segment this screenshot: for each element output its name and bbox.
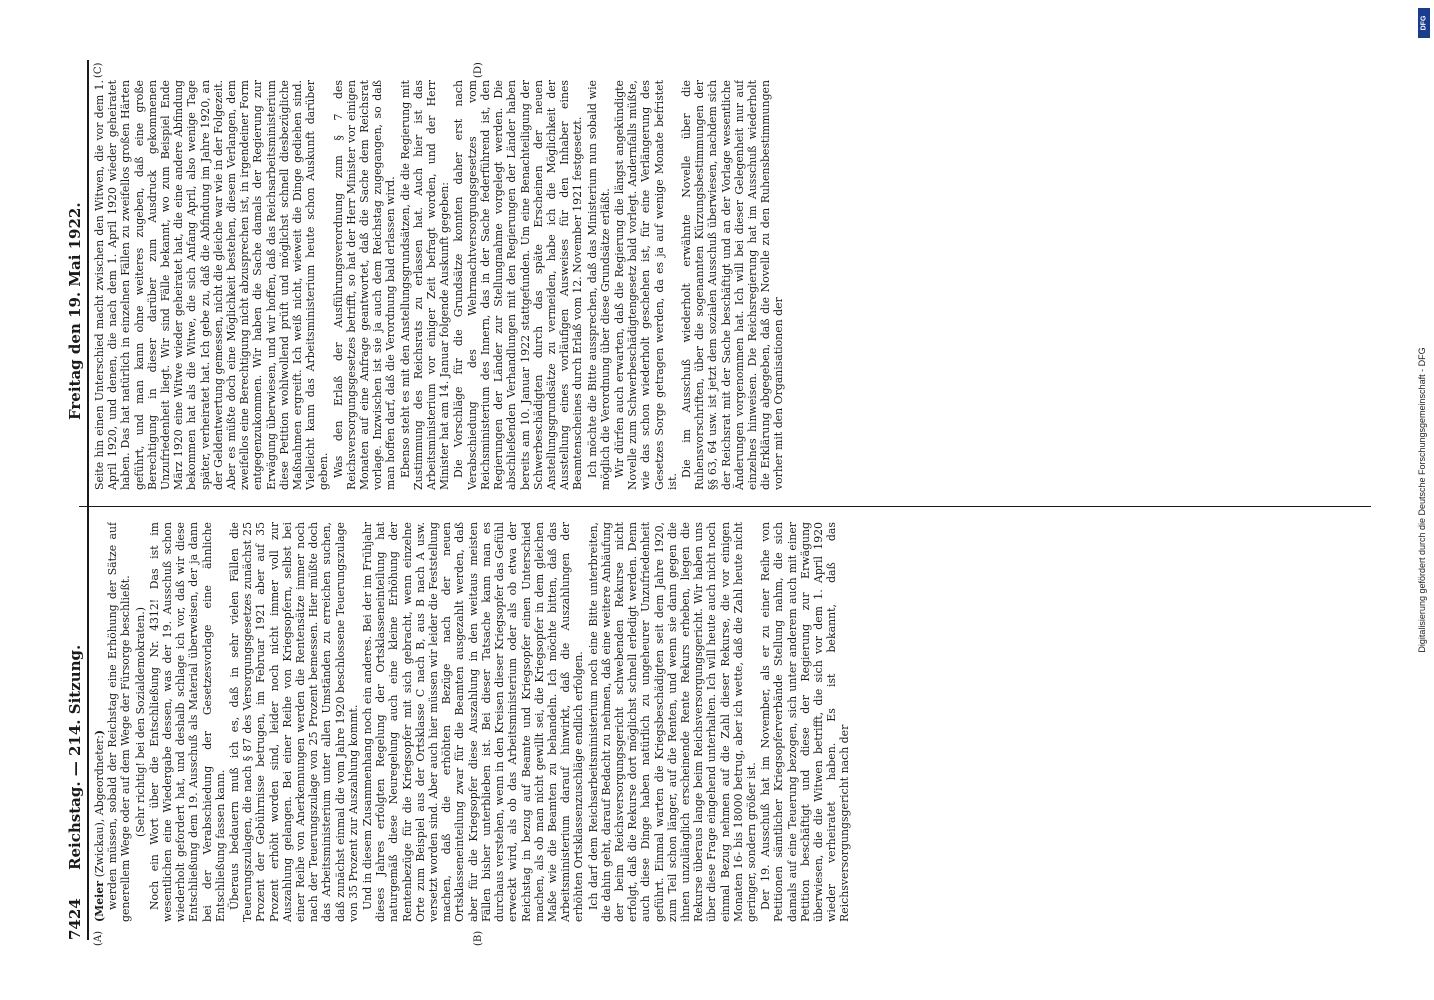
- paragraph: Was den Erlaß der Ausführungsverordnung zum § 7 des Reichsversorgungsgesetzes betrifft, so hat der Herr Minister vor einigen Monaten auf eine Anfrage geantwortet, daß die Sache dem Reichsrat vorlage. Inzwischen ist sie ja auch dem Reichstag zugegangen, so daß man hoffen darf, daß die Verordnung bald erlassen wird.: [331, 80, 398, 490]
- dfg-logo-text: DFG: [1420, 15, 1428, 31]
- column-divider: [79, 506, 1371, 507]
- interjection: (Sehr richtig! bei den Sozialdemokraten.): [133, 607, 147, 837]
- paragraph: Noch ein Wort über die Entschließung Nr. 4312! Das ist im wesentlichen eine Wiedergabe dessen, was der 19. Ausschuß schon wiederholt gefordert hat, und deshalb schlage ich vor, daß wir diese Entschließung dem 19. Ausschuß als Material überweisen, der ja dann bei der Verabschiedung der Gesetzesvorlage eine ähnliche Entschließung fassen kann.: [147, 522, 227, 922]
- paragraph: Und in diesem Zusammenhang noch ein anderes. Bei der im Frühjahr dieses Jahres erfolgten Regelung der Ortsklasseneinteilung hat naturgemäß diese Neuregelung auch eine kleine Erhöhung der Rentenbezüge für die Kriegsopfer mit sich gebracht, wenn einzelne Orte zum Beispiel aus der Ortsklasse C nach B, aus B nach A usw. versetzt worden sind. Aber auch hier müssen wir leider die Feststellung machen, daß die erhöhten Bezüge nach der neuen Ortsklasseneinteilung zwar für die Beamten ausgezahlt werden, daß aber für die Kriegsopfer diese Auszahlung in den weitaus meisten Fällen bisher unterblieben ist. Bei dieser Tatsache kann man es durchaus verstehen, wenn in den Kreisen dieser Kriegsopfer das Gefühl erweckt wird, als ob das Arbeitsministerium oder als ob etwa der Reichstag in bezug auf Beamte und Kriegsopfer einen Unterschied machen, als ob man nicht gewillt sei, die Kriegsopfer in dem gleichen Maße wie die Beamten zu behandeln. Ich möchte bitten, daß das Arbeitsministerium darauf hinwirkt, daß die Auszahlungen der erhöhten Ortsklassenzuschläge endlich erfolgen.: [361, 522, 586, 922]
- paragraph: Die im Ausschuß wiederholt erwähnte Novelle über die Ruhensvorschriften, über die sogenannten Kürzungsbestimmungen der §§ 63, 64 usw. ist jetzt dem sozialen Ausschuß überwiesen, nachdem sich der Reichsrat mit der Sache beschäftigt und an der Vorlage wesentliche Änderungen vorgenommen hat. Ich will bei dieser Gelegenheit nur auf einzelnes hinweisen. Die Reichsregierung hat im Ausschuß wiederholt die Erklärung abgegeben, daß die Novelle zu den Ruhensbestimmungen vorher mit den Organisationen der: [679, 80, 786, 490]
- speaker-line: (Meier (Zwickau), Abgeordneter:): [93, 729, 106, 922]
- header-session-title: Reichstag. — 214. Sitzung.: [66, 644, 84, 870]
- left-column: [93, 522, 1371, 922]
- margin-letter-c: (C): [93, 62, 104, 78]
- paragraph: Ich darf dem Reichsarbeitsministerium noch eine Bitte unterbreiten, die dahin geht, darauf Bedacht zu nehmen, daß eine weitere Anhäufung der beim Reichsversorgungsgericht schwebenden Rekurse nicht erfolgt, daß die Rekurse dort möglichst schnell erledigt werden. Denn auch diese Dinge haben natürlich zu ungeheurer Unzufriedenheit geführt. Einmal warten die Kriegsbeschädigten seit dem Jahre 1920, zum Teil schon länger, auf die Renten, und wenn sie dann gegen die ihnen unzulänglich erscheinende Rente Rekurs erheben, liegen die Rekurse überaus lange beim Reichsversorgungsgericht. Wir haben uns über diese Frage eingehend unterhalten. Ich will heute auch nicht noch einmal Bezug nehmen auf die Zahl dieser Rekurse, die vor einigen Monaten 16- bis 18000 betrug, aber ich wette, daß die Zahl heute nicht geringer, sondern größer ist.: [586, 522, 758, 922]
- speaker-role: (Zwickau), Abgeordneter:: [93, 735, 106, 878]
- paragraph: Ebenso steht es mit den Anstellungsgrundsätzen, die die Regierung mit Zustimmung des Reichsrats zu erlassen hat. Auch hier ist das Arbeitsministerium vor einiger Zeit befragt worden, und der Herr Minister hat am 14. Januar folgende Auskunft gegeben:: [398, 80, 452, 490]
- paragraph: Überaus bedauern muß ich es, daß in sehr vielen Fällen die Teuerungszulagen, die nach § 87 des Versorgungsgesetzes zunächst 25 Prozent der Gebührnisse betrugen, im Februar 1921 aber auf 35 Prozent erhöht worden sind, leider noch nicht immer voll zur Auszahlung gelangen. Bei einer Reihe von Kriegsopfern, selbst bei einer Reihe von Anerkennungen werden die Rentensätze immer noch nach der Teuerungszulage von 25 Prozent bemessen. Hier müßte doch das Arbeitsministerium unter allen Umständen zu erreichen suchen, daß zunächst einmal die vom Jahre 1920 beschlossene Teuerungszulage von 35 Prozent zur Auszahlung kommt.: [228, 522, 360, 922]
- quoted-paragraph: Die Vorschläge für die Grundsätze konnten daher erst nach Verabschiedung des Wehrmachtversorgungsgesetzes vom Reichsministerium des Innern, das in der Sache federführend ist, den Regierungen der Länder zur Stellungnahme vorgelegt werden. Die abschließenden Verhandlungen mit den Regierungen der Länder haben bereits am 10. Januar 1922 stattgefunden. Um eine Benachteiligung der Schwerbeschädigten durch das späte Erscheinen der neuen Anstellungsgrundsätze zu vermeiden, habe ich die Möglichkeit der Ausstellung eines vorläufigen Ausweises für den Inhaber eines Beamtenscheines durch Erlaß vom 12. November 1921 festgesetzt.: [452, 80, 585, 490]
- page-number: 7424: [66, 898, 84, 940]
- rotated-page: [47, 30, 1387, 970]
- speaker-name: Meier: [93, 881, 106, 917]
- header-date: Freitag den 19. Mai 1922.: [66, 202, 84, 420]
- right-column: [93, 80, 1371, 490]
- page-header: [65, 60, 89, 940]
- paragraph: werden müssen, sobald der Reichstag eine Erhöhung der Sätze auf generellem Wege oder auf dem Wege der Fürsorge beschließt.: [106, 522, 133, 922]
- paragraph: Wir dürfen auch erwarten, daß die Regierung die längst angekündigte Novelle zum Schwerbeschädigtengesetz bald vorlegt. Andernfalls müßte, wie das schon wiederholt geschehen ist, für eine Verlängerung des Gesetzes Sorge getragen werden, da es ja auf wenige Monate befristet ist.: [612, 80, 679, 490]
- margin-letter-b: (B): [473, 930, 484, 946]
- paragraph: Der 19. Ausschuß hat im November, als er zu einer Reihe von Petitionen sämtlicher Kriegsopferverbände Stellung nahm, die sich damals auf eine Teuerung bezogen, sich unter anderem auch mit einer Petition beschäftigt und diese der Regierung zur Erwägung überwiesen, die die Witwen betrifft, die sich vor dem 1. April 1920 wieder verheiratet haben. Es ist bekannt, daß das Reichsversorgungsgericht nach der: [759, 522, 852, 922]
- margin-letter-d: (D): [473, 62, 484, 78]
- paragraph: Seite hin einen Unterschied macht zwischen den Witwen, die vor dem 1. April 1920, und denen, die nach dem 1. April 1920 wieder geheiratet haben. Das hat natürlich in einzelnen Fällen zu zweifellos großen Härten geführt, und man kann ohne weiteres zugeben, daß eine große Berechtigung in dieser darüber zum Ausdruck gekommenen Unzufriedenheit liegt. Wir sind Fälle bekannt, wo zum Beispiel Ende März 1920 eine Witwe wieder geheiratet hat, die eine andere Abfindung bekommen hat als die Witwe, die sich Anfang April, also wenige Tage später, verheiratet hat. Ich gebe zu, daß die Abfindung im Jahre 1920, an der Geldentwertung gemessen, nicht die gleiche war wie in der Folgezeit. Aber es müßte doch eine Möglichkeit bestehen, diesem Verlangen, dem zweifellos eine Berechtigung nicht abzusprechen ist, in irgendeiner Form entgegenzukommen. Wir haben die Sache damals der Regierung zur Erwägung überwiesen, und wir hoffen, daß das Reichsarbeitsministerium diese Petition wohlwollend prüft und möglichst schnell diesbezügliche Maßnahmen ergreift. Ich weiß nicht, wieweit die Dinge gediehen sind. Vielleicht kann das Arbeitsministerium heute schon Auskunft darüber geben.: [93, 80, 331, 490]
- digitization-credit: [1412, 6, 1432, 994]
- paragraph: Ich möchte die Bitte aussprechen, daß das Ministerium nun sobald wie möglich die Verordnung über diese Grundsätze erläßt.: [585, 80, 612, 490]
- credit-text: Digitalisierung gefördert durch die Deutsche Forschungsgemeinschaft - DFG: [1417, 347, 1427, 653]
- dfg-logo: [1418, 8, 1430, 38]
- text-columns: [93, 60, 1371, 946]
- margin-letter-a: (A): [93, 930, 104, 946]
